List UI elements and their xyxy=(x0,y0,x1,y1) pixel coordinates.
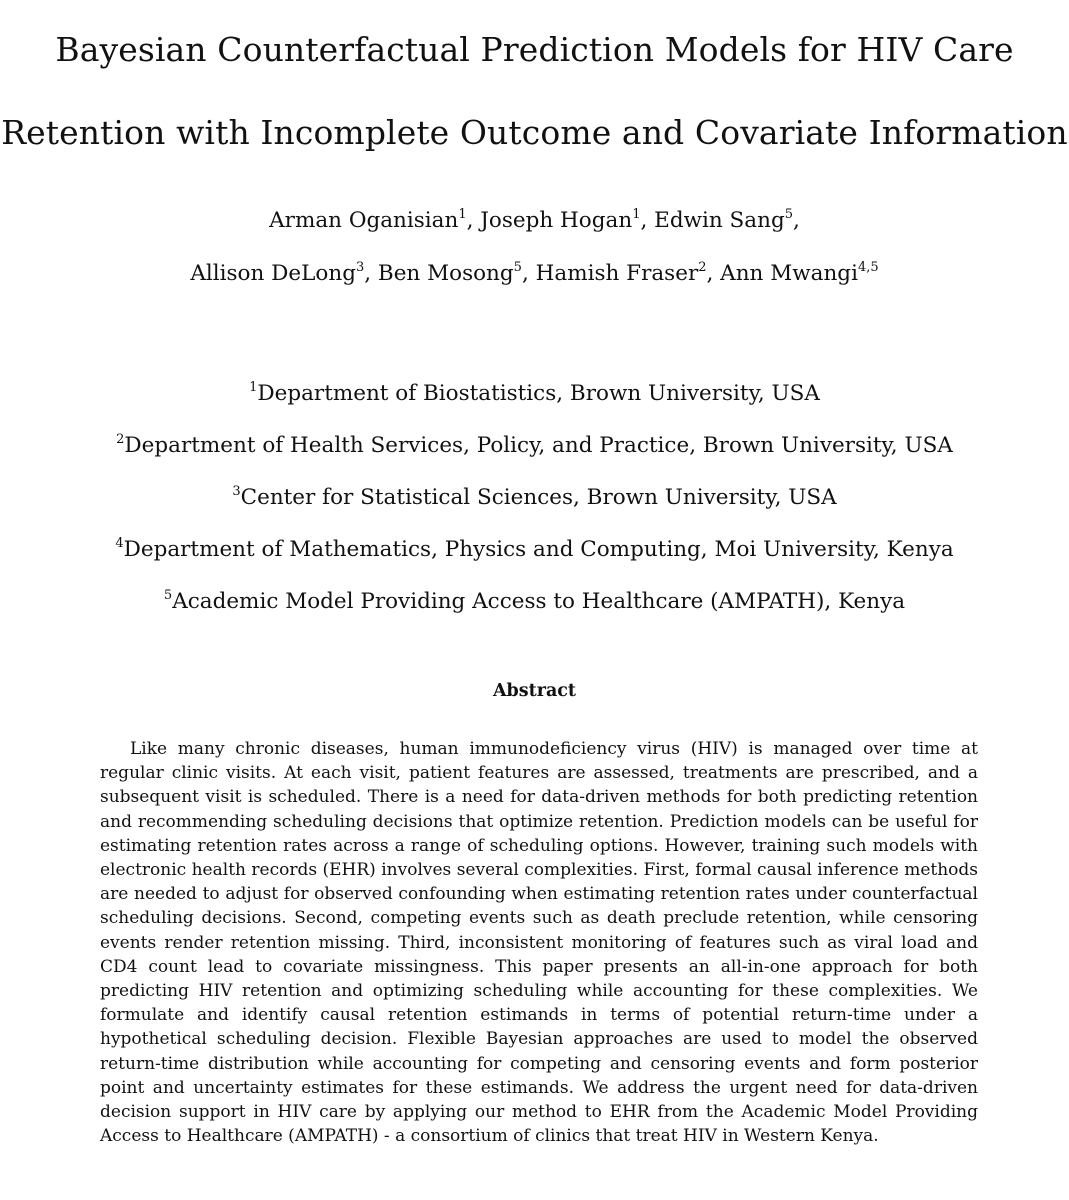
author-list-line-1 xyxy=(0,206,1069,236)
paper-title-line-2: Retention with Incomplete Outcome and Covariate Information xyxy=(1,113,1068,152)
affiliation-number: 4 xyxy=(115,536,124,551)
affiliation xyxy=(0,379,1069,409)
author-affiliation-marker: 1 xyxy=(632,207,641,222)
affiliation xyxy=(0,535,1069,565)
author-separator: , xyxy=(640,208,655,233)
affiliation-text: Department of Mathematics, Physics and Computing, Moi University, Kenya xyxy=(123,537,954,562)
author-name: Edwin Sang xyxy=(654,208,785,233)
affiliation-number: 2 xyxy=(116,432,125,447)
author-affiliation-marker: 2 xyxy=(698,260,707,275)
affiliation xyxy=(0,483,1069,513)
affiliation-number: 1 xyxy=(249,380,258,395)
affiliation-text: Department of Biostatistics, Brown University, USA xyxy=(257,381,820,406)
affiliation-number: 3 xyxy=(232,484,241,499)
author-name: Arman Oganisian xyxy=(269,208,459,233)
author-name: Ben Mosong xyxy=(377,261,514,286)
abstract-body: Like many chronic diseases, human immunodeficiency virus (HIV) is managed over time at regular clinic visits. At each visit, patient features are assessed, treatments are prescribed, and a subsequent visit is scheduled. There is a need for data-driven methods for both predicting retention and recommending scheduling decisions that optimize retention. Prediction models can be useful for estimating retention rates across a range of scheduling options. However, training such models with electronic health records (EHR) involves several complexities. First, formal causal inference methods are needed to adjust for observed confounding when estimating retention rates under counterfactual scheduling decisions. Second, competing events such as death preclude retention, while censoring events render retention missing. Third, inconsistent monitoring of features such as viral load and CD4 count lead to covariate missingness. This paper presents an all-in-one approach for both predicting HIV retention and optimizing scheduling while accounting for these complexities. We formulate and identify causal retention estimands in terms of potential return-time under a hypothetical scheduling decision. Flexible Bayesian approaches are used to model the observed return-time distribution while accounting for competing and censoring events and form posterior point and uncertainty estimates for these estimands. We address the urgent need for data-driven decision support in HIV care by applying our method to EHR from the Academic Model Providing Access to Healthcare (AMPATH) - a consortium of clinics that treat HIV in Western Kenya. xyxy=(100,739,978,1147)
author-affiliation-marker: 5 xyxy=(513,260,522,275)
author-name: Hamish Fraser xyxy=(535,261,699,286)
author-list-line-2 xyxy=(0,259,1069,289)
author-affiliation-marker: 1 xyxy=(458,207,467,222)
abstract-heading: Abstract xyxy=(492,681,577,701)
affiliation-text: Academic Model Providing Access to Healthcare (AMPATH), Kenya xyxy=(172,589,906,614)
author-name: Joseph Hogan xyxy=(480,208,633,233)
author-separator: , xyxy=(706,261,721,286)
author-separator: , xyxy=(466,208,481,233)
affiliation xyxy=(0,587,1069,617)
author-separator: , xyxy=(521,261,536,286)
affiliation-text: Center for Statistical Sciences, Brown University, USA xyxy=(240,485,837,510)
affiliation-text: Department of Health Services, Policy, and Practice, Brown University, USA xyxy=(124,433,953,458)
author-name: Allison DeLong xyxy=(190,261,356,286)
author-separator: , xyxy=(793,208,800,233)
paper-title-line-1: Bayesian Counterfactual Prediction Models for HIV Care xyxy=(55,30,1014,69)
author-name: Ann Mwangi xyxy=(720,261,858,286)
affiliation xyxy=(0,431,1069,461)
author-affiliation-marker: 5 xyxy=(784,207,793,222)
author-separator: , xyxy=(364,261,378,286)
author-affiliation-marker: 3 xyxy=(355,260,365,275)
affiliation-number: 5 xyxy=(163,588,173,603)
author-affiliation-marker: 4,5 xyxy=(857,260,879,275)
